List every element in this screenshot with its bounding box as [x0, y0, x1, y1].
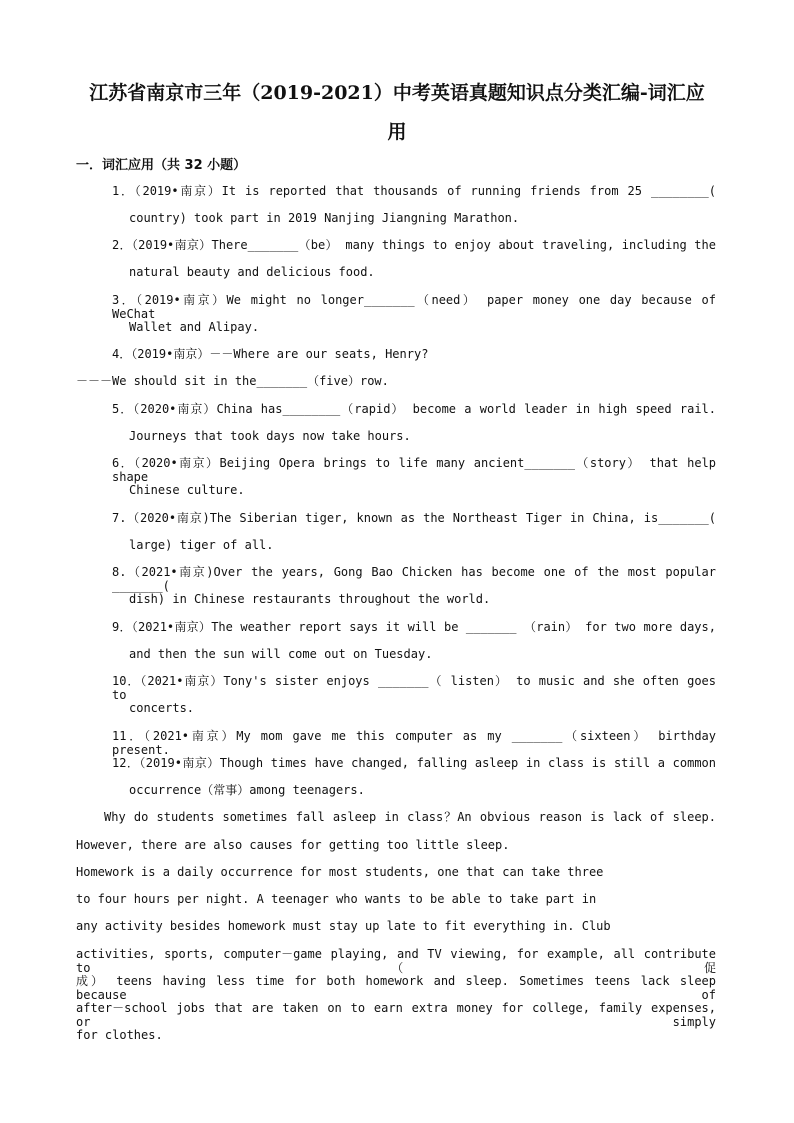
text-line: 10．（2021•南京）Tony's sister enjoys _______（ listen） to music and she often goes to [112, 674, 716, 702]
text-line: occurrence（常事）among teenagers. [129, 783, 365, 797]
text-line: concerts. [129, 701, 195, 715]
text-line: However, there are also causes for getting too little sleep. [76, 838, 510, 852]
text-line: 6．（2020•南京）Beijing Opera brings to life many ancient_______（story） that help shape [112, 456, 716, 484]
text-line: 7.（2020•南京)The Siberian tiger, known as the Northeast Tiger in China, is_______( [112, 511, 716, 525]
text-line: 12．（2019•南京）Though times have changed, falling asleep in class is still a common [112, 756, 716, 770]
text-line: 3．（2019•南京）We might no longer_______（need） paper money one day because of WeChat [112, 293, 716, 321]
text-line: for clothes. [76, 1028, 163, 1042]
text-line: Homework is a daily occurrence for most students, one that can take three [76, 865, 604, 879]
text-line: to four hours per night. A teenager who wants to be able to take part in [76, 892, 597, 906]
text-line: and then the sun will come out on Tuesday. [129, 647, 433, 661]
document-title-line-1: 江苏省南京市三年（2019-2021）中考英语真题知识点分类汇编-词汇应 [89, 82, 705, 104]
text-line: large) tiger of all. [129, 538, 274, 552]
text-line: Why do students sometimes fall asleep in class？An obvious reason is lack of sleep. [104, 810, 716, 824]
text-line: after－school jobs that are taken on to earn extra money for college, family expenses, or simply [76, 1001, 716, 1029]
text-line: Chinese culture. [129, 483, 245, 497]
text-line: dish) in Chinese restaurants throughout the world. [129, 592, 491, 606]
text-line: 9．（2021•南京）The weather report says it will be _______ （rain） for two more days, [112, 620, 716, 634]
text-line: 4．（2019•南京）－－Where are our seats, Henry? [112, 347, 429, 361]
section-heading: 一．词汇应用（共 32 小题） [76, 158, 247, 173]
document-title-line-2: 用 [387, 121, 407, 143]
text-line: 11．（2021•南京）My mom gave me this computer as my _______（sixteen） birthday present. [112, 729, 716, 757]
text-line: 2．（2019•南京）There_______（be） many things to enjoy about traveling, including the [112, 238, 716, 252]
text-line: －－－We should sit in the_______（five）row. [76, 374, 389, 388]
text-line: 1．（2019•南京）It is reported that thousands of running friends from 25 ________( [112, 184, 716, 198]
text-line: 8.（2021•南京)Over the years, Gong Bao Chicken has become one of the most popular _______( [112, 565, 716, 593]
text-line: activities, sports, computer－game playing, and TV viewing, for example, all contribute to（促 [76, 947, 716, 975]
text-line: Journeys that took days now take hours. [129, 429, 411, 443]
text-line: Wallet and Alipay. [129, 320, 260, 334]
text-line: 成） teens having less time for both homework and sleep. Sometimes teens lack sleep because of [76, 974, 716, 1002]
text-line: 5．（2020•南京）China has________（rapid） become a world leader in high speed rail. [112, 402, 716, 416]
text-line: natural beauty and delicious food. [129, 265, 375, 279]
text-line: country) took part in 2019 Nanjing Jiangning Marathon. [129, 211, 520, 225]
text-line: any activity besides homework must stay up late to fit everything in. Club [76, 919, 611, 933]
